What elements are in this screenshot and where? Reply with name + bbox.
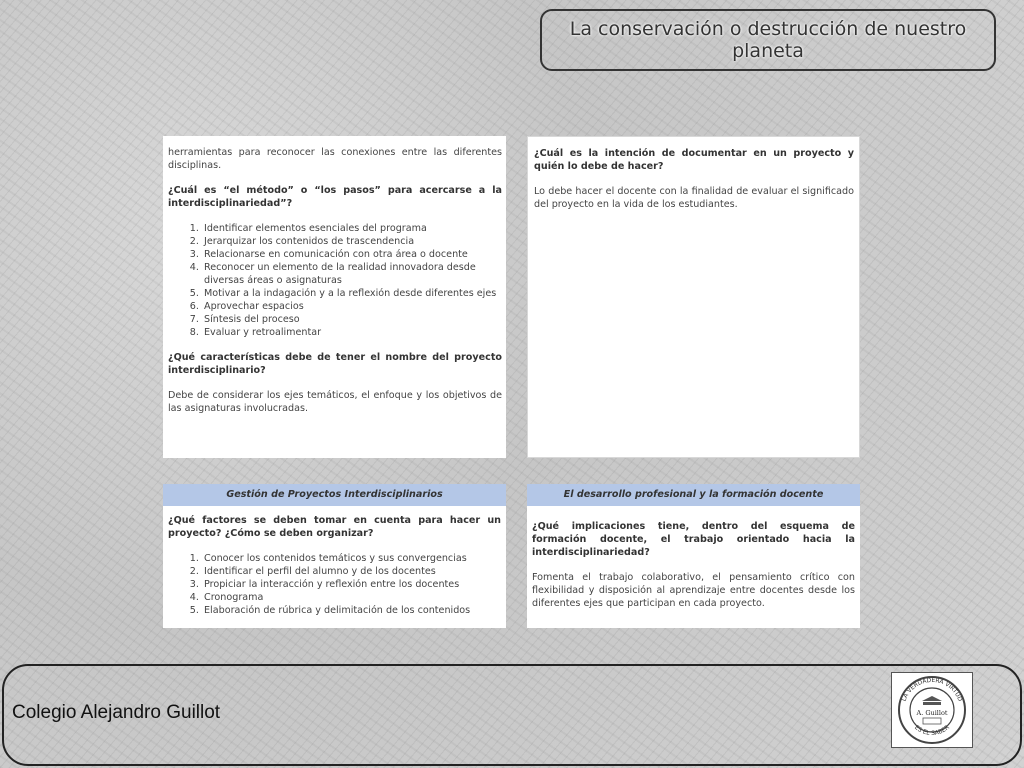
list-item: 2. Identificar el perfil del alumno y de los docentes <box>202 565 501 578</box>
method-steps-list <box>168 222 502 339</box>
list-item: 8. Evaluar y retroalimentar <box>202 326 502 339</box>
list-item: 3. Relacionarse en comunicación con otra área o docente <box>202 248 502 261</box>
list-item: 5. Motivar a la indagación y a la reflexión desde diferentes ejes <box>202 287 502 300</box>
answer-implications: Fomenta el trabajo colaborativo, el pensamiento crítico con flexibilidad y disposición al aprendizaje entre docentes desde los diferentes ejes que participan en cada proyecto. <box>532 572 855 609</box>
logo-center-text: A. Guillot <box>916 709 948 717</box>
answer-project-name: Debe de considerar los ejes temáticos, el enfoque y los objetivos de las asignaturas involucradas. <box>168 390 502 414</box>
panel-header: El desarrollo profesional y la formación docente <box>527 484 860 506</box>
panel-documentation <box>527 136 860 458</box>
question-implications: ¿Qué implicaciones tiene, dentro del esquema de formación docente, el trabajo orientado hacia la interdisciplinariedad? <box>532 521 855 558</box>
slide-title <box>540 9 996 71</box>
question-method: ¿Cuál es “el método” o “los pasos” para acercarse a la interdisciplinariedad”? <box>168 185 502 209</box>
slide-title-line-2: planeta <box>732 40 804 62</box>
school-logo <box>891 672 973 748</box>
factors-list <box>168 552 501 617</box>
list-item: 1. Identificar elementos esenciales del programa <box>202 222 502 235</box>
school-name: Colegio Alejandro Guillot <box>12 702 221 723</box>
list-item: 4. Reconocer un elemento de la realidad innovadora desde diversas áreas o asignaturas <box>202 261 502 287</box>
panel-professional-development <box>527 484 860 628</box>
list-item: 5. Elaboración de rúbrica y delimitación de los contenidos <box>202 604 501 617</box>
list-item: 3. Propiciar la interacción y reflexión entre los docentes <box>202 578 501 591</box>
list-item: 7. Síntesis del proceso <box>202 313 502 326</box>
list-item: 6. Aprovechar espacios <box>202 300 502 313</box>
school-seal-icon <box>892 673 972 747</box>
intro-text: herramientas para reconocer las conexiones entre las diferentes disciplinas. <box>168 147 502 171</box>
panel-methodology <box>163 136 506 458</box>
slide-title-line-1: La conservación o destrucción de nuestro <box>569 18 967 40</box>
list-item: 1. Conocer los contenidos temáticos y sus convergencias <box>202 552 501 565</box>
svg-text:LA VERDADERA VIRTUD: LA VERDADERA VIRTUD <box>900 676 964 703</box>
answer-documentation: Lo debe hacer el docente con la finalidad de evaluar el significado del proyecto en la vida de los estudiantes. <box>534 186 854 210</box>
question-factors: ¿Qué factores se deben tomar en cuenta para hacer un proyecto? ¿Cómo se deben organizar? <box>168 515 501 539</box>
list-item: 2. Jerarquizar los contenidos de trascendencia <box>202 235 502 248</box>
question-project-name: ¿Qué características debe de tener el nombre del proyecto interdisciplinario? <box>168 352 502 376</box>
question-documentation: ¿Cuál es la intención de documentar en un proyecto y quién lo debe de hacer? <box>534 148 854 172</box>
panel-project-management <box>163 484 506 628</box>
panel-header: Gestión de Proyectos Interdisciplinarios <box>163 484 506 506</box>
svg-text:ES EL SABER: ES EL SABER <box>913 724 951 738</box>
list-item: 4. Cronograma <box>202 591 501 604</box>
